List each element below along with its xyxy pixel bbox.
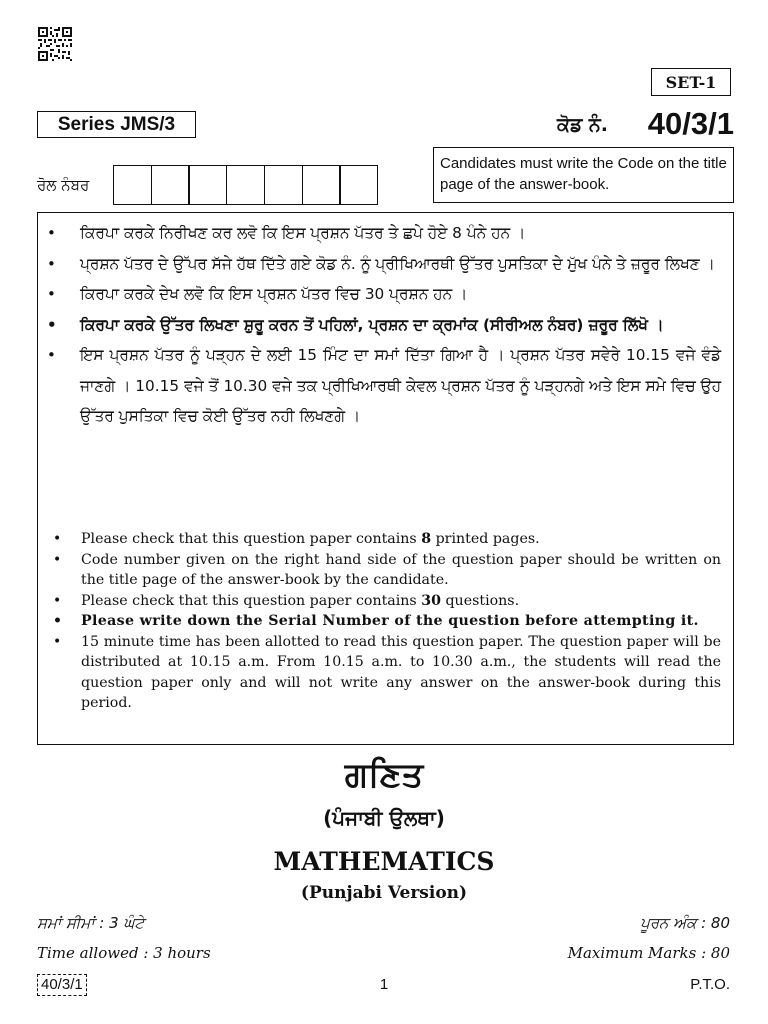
instruction-item-english bbox=[38, 591, 733, 612]
instruction-item-punjabi: • ਪ੍ਰਸ਼ਨ ਪੱਤਰ ਦੇ ਉੱਪਰ ਸੱਜੇ ਹੱਥ ਦਿੱਤੇ ਗਏ ਕੋਡ ਨੰ. ਨੂੰ ਪ੍ਰੀਖਿਆਰਥੀ ਉੱਤਰ ਪੁਸਤਿਕਾ ਦੇ ਮੁੱਖ ਪੰਨੇ ਤੇ ਜ਼ਰੂਰ ਲਿਖਣ । bbox=[38, 249, 733, 280]
roll-number-box bbox=[264, 165, 303, 205]
instruction-item-english bbox=[38, 632, 733, 714]
code-label: ਕੋਡ ਨੰ. bbox=[556, 114, 608, 136]
candidate-note: Candidates must write the Code on the title page of the answer-book. bbox=[433, 147, 734, 203]
instruction-item-punjabi: • ਕਿਰਪਾ ਕਰਕੇ ਦੇਖ ਲਵੋ ਕਿ ਇਸ ਪ੍ਰਸ਼ਨ ਪੱਤਰ ਵਿਚ 30 ਪ੍ਰਸ਼ਨ ਹਨ । bbox=[38, 279, 733, 310]
footer-code: 40/3/1 bbox=[37, 974, 87, 996]
roll-number-box bbox=[113, 165, 152, 205]
instruction-text: questions. bbox=[440, 592, 520, 609]
instruction-item-punjabi: • ਕਿਰਪਾ ਕਰਕੇ ਨਿਰੀਖਣ ਕਰ ਲਵੋ ਕਿ ਇਸ ਪ੍ਰਸ਼ਨ ਪੱਤਰ ਤੇ ਛਪੇ ਹੋਏ 8 ਪੰਨੇ ਹਨ । bbox=[38, 218, 733, 249]
time-allowed-english: Time allowed : 3 hours bbox=[37, 944, 211, 962]
subject-subtitle-punjabi: (ਪੰਜਾਬੀ ਉਲਥਾ) bbox=[323, 806, 445, 830]
instruction-item-english bbox=[38, 611, 733, 632]
roll-number-box bbox=[302, 165, 341, 205]
instruction-item-punjabi: • ਇਸ ਪ੍ਰਸ਼ਨ ਪੱਤਰ ਨੂੰ ਪੜ੍ਹਨ ਦੇ ਲਈ 15 ਮਿੰਟ ਦਾ ਸਮਾਂ ਦਿੱਤਾ ਗਿਆ ਹੈ । ਪ੍ਰਸ਼ਨ ਪੱਤਰ ਸਵੇਰੇ 10.15 ਵਜੇ ਵੰਡੇ ਜਾਣਗੇ । 10.15 ਵਜੇ ਤੋਂ 10.30 ਵਜੇ ਤਕ ਪ੍ਰੀਖਿਆਰਥੀ ਕੇਵਲ ਪ੍ਰਸ਼ਨ ਪੱਤਰ ਨੂੰ ਪੜ੍ਹਨਗੇ ਅਤੇ ਇਸ ਸਮੇ ਵਿਚ ਉਹ ਉੱਤਰ ਪੁਸਤਿਕਾ ਵਿਚ ਕੋਈ ਉੱਤਰ ਨਹੀ ਲਿਖਣਗੇ । bbox=[38, 340, 733, 432]
instruction-item-english bbox=[38, 550, 733, 591]
set-label: SET-1 bbox=[651, 68, 731, 96]
max-marks-english: Maximum Marks : 80 bbox=[567, 944, 730, 962]
subject-title-punjabi: ਗਣਿਤ bbox=[344, 755, 424, 795]
page-number: 1 bbox=[379, 976, 389, 993]
instruction-text: Please write down the Serial Number of the question before attempting it. bbox=[81, 613, 699, 629]
instructions-punjabi bbox=[38, 218, 733, 432]
roll-number-box bbox=[226, 165, 265, 205]
roll-number-box bbox=[188, 165, 227, 205]
series-label: Series JMS/3 bbox=[37, 111, 196, 138]
instruction-emphasis: 8 bbox=[421, 531, 432, 547]
roll-number-label: ਰੋਲ ਨੰਬਰ bbox=[37, 176, 90, 194]
pto-label: P.T.O. bbox=[690, 976, 730, 993]
subject-subtitle-english: (Punjabi Version) bbox=[300, 883, 468, 903]
instruction-text: printed pages. bbox=[431, 531, 540, 547]
roll-number-box bbox=[151, 165, 190, 205]
instruction-text: Please check that this question paper contains bbox=[81, 592, 422, 609]
instruction-text: 15 minute time has been allotted to read this question paper. The question paper will be distributed at 10.15 a.m. From 10.15 a.m. to 10.30 a.m., the students will read the question paper only and will not write any answer on the answer-book during this period. bbox=[81, 633, 721, 711]
qr-code bbox=[38, 27, 72, 61]
instruction-emphasis: 30 bbox=[421, 592, 441, 609]
max-marks-punjabi: ਪੂਰਨ ਅੰਕ : 80 bbox=[640, 914, 730, 932]
instructions-panel bbox=[37, 212, 734, 745]
instruction-item-english bbox=[38, 529, 733, 550]
subject-title-english: MATHEMATICS bbox=[273, 847, 495, 876]
code-number: 40/3/1 bbox=[647, 106, 734, 141]
roll-number-boxes bbox=[113, 165, 378, 205]
instructions-english bbox=[38, 529, 733, 714]
instruction-text: Please check that this question paper contains bbox=[81, 531, 422, 547]
instruction-text: Code number given on the right hand side of the question paper should be written on the title page of the answer-book by the candidate. bbox=[81, 551, 721, 588]
roll-number-box bbox=[339, 165, 378, 205]
instruction-item-punjabi: • ਕਿਰਪਾ ਕਰਕੇ ਉੱਤਰ ਲਿਖਣਾ ਸ਼ੁਰੂ ਕਰਨ ਤੋਂ ਪਹਿਲਾਂ, ਪ੍ਰਸ਼ਨ ਦਾ ਕ੍ਰਮਾਂਕ (ਸੀਰੀਅਲ ਨੰਬਰ) ਜ਼ਰੂਰ ਲਿੱਖੋ । bbox=[38, 310, 733, 341]
time-allowed-punjabi: ਸਮਾਂ ਸੀਮਾਂ : 3 ਘੰਟੇ bbox=[37, 914, 145, 932]
